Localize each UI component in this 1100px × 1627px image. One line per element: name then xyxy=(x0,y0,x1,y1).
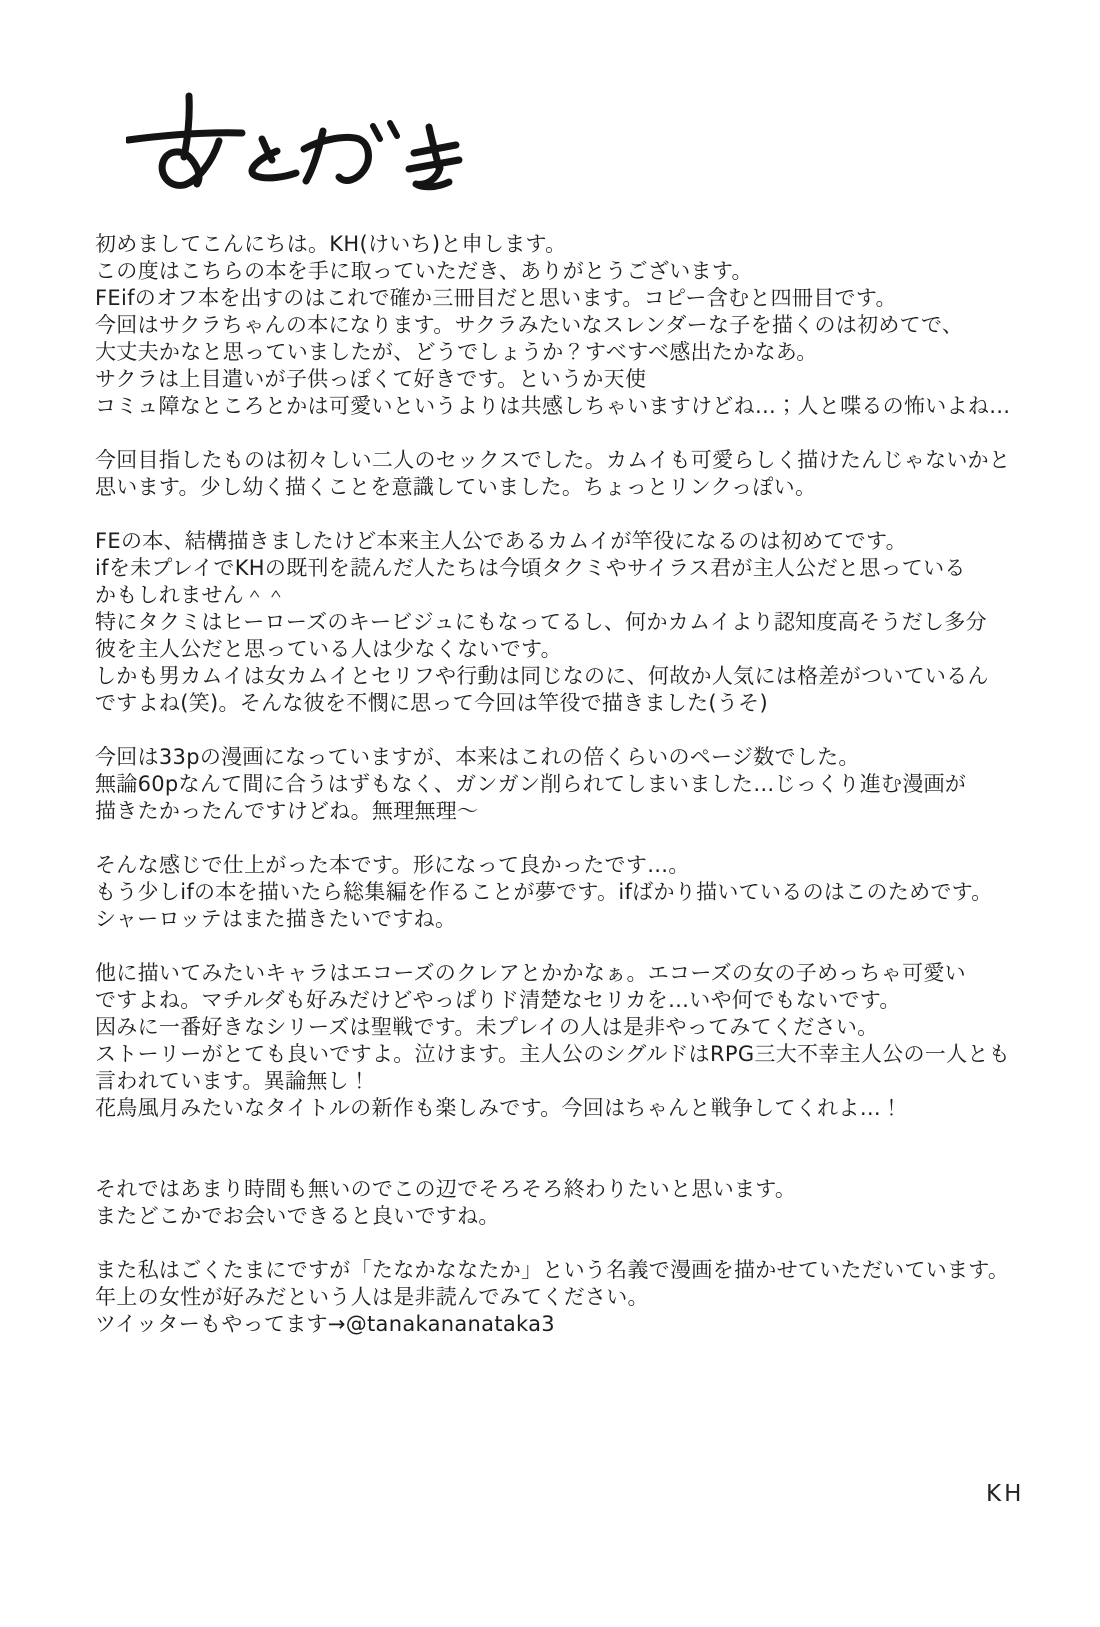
text-line: しかも男カムイは女カムイとセリフや行動は同じなのに、何故か人気には格差がついているん xyxy=(95,664,989,688)
text-line: FEの本、結構描きましたけど本来主人公であるカムイが竿役になるのは初めてです。 xyxy=(95,529,907,553)
text-line: ストーリーがとても良いですよ。泣けます。主人公のシグルドはRPG三大不幸主人公の一人とも xyxy=(95,1042,1010,1066)
text-line: 特にタクミはヒーローズのキービジュにもなってるし、何かカムイより認知度高そうだし多分 xyxy=(95,610,987,634)
text-line: ですよね(笑)。そんな彼を不憫に思って今回は竿役で描きました(うそ) xyxy=(95,691,768,715)
text-line: また私はごくたまにですが「たなかななたか」という名義で漫画を描かせていただいています。 xyxy=(95,1258,1010,1282)
text-line: またどこかでお会いできると良いですね。 xyxy=(95,1204,500,1228)
text-line: 描きたかったんですけどね。無理無理～ xyxy=(95,799,479,823)
paragraph xyxy=(95,1149,1025,1230)
text-line: 他に描いてみたいキャラはエコーズのクレアとかかなぁ。エコーズの女の子めっちゃ可愛い xyxy=(95,961,966,985)
text-line: 因みに一番好きなシリーズは聖戦です。未プレイの人は是非やってみてください。 xyxy=(95,1015,879,1039)
text-line: FEifのオフ本を出すのはこれで確か三冊目だと思います。コピー含むと四冊目です。 xyxy=(95,286,897,310)
text-line: 今回はサクラちゃんの本になります。サクラみたいなスレンダーな子を描くのは初めてで、 xyxy=(95,313,964,337)
afterword-text xyxy=(95,231,1025,1365)
text-line: 彼を主人公だと思っている人は少なくないです。 xyxy=(95,637,562,661)
text-line: かもしれません＾＾ xyxy=(95,583,287,607)
text-line: 今回は33pの漫画になっていますが、本来はこれの倍くらいのページ数でした。 xyxy=(95,745,860,769)
text-line: サクラは上目遣いが子供っぽくて好きです。というか天使 xyxy=(95,367,647,391)
text-line: ですよね。マチルダも好みだけどやっぱりド清楚なセリカを…いや何でもないです。 xyxy=(95,988,901,1012)
text-line: シャーロッテはまた描きたいですね。 xyxy=(95,907,457,931)
text-line: 花鳥風月みたいなタイトルの新作も楽しみです。今回はちゃんと戦争してくれよ…！ xyxy=(95,1096,903,1120)
text-line: 初めましてこんにちは。KH(けいち)と申します。 xyxy=(95,232,567,256)
paragraph xyxy=(95,231,1025,420)
text-line: この度はこちらの本を手に取っていただき、ありがとうございます。 xyxy=(95,259,753,283)
paragraph xyxy=(95,1257,1025,1338)
paragraph xyxy=(95,528,1025,717)
text-line: そんな感じで仕上がった本です。形になって良かったです…。 xyxy=(95,853,690,877)
text-line: それではあまり時間も無いのでこの辺でそろそろ終わりたいと思います。 xyxy=(95,1177,797,1201)
text-line: 思います。少し幼く描くことを意識していました。ちょっとリンクっぽい。 xyxy=(95,475,817,499)
text-line: 今回目指したものは初々しい二人のセックスでした。カムイも可愛らしく描けたんじゃないかと xyxy=(95,448,1011,472)
paragraph xyxy=(95,852,1025,933)
text-line: 無論60pなんて間に合うはずもなく、ガンガン削られてしまいました…じっくり進む漫画が xyxy=(95,772,967,796)
afterword-title-handwriting xyxy=(126,88,466,200)
text-line: 年上の女性が好みだという人は是非読んでみてください。 xyxy=(95,1285,649,1309)
paragraph xyxy=(95,447,1025,501)
text-line: 大丈夫かなと思っていましたが、どうでしょうか？すべすべ感出たかなあ。 xyxy=(95,340,818,364)
text-line: 言われています。異論無し！ xyxy=(95,1069,371,1093)
text-line: コミュ障なところとかは可愛いというよりは共感しちゃいますけどね…；人と喋るの怖いよね… xyxy=(95,394,1011,418)
paragraph xyxy=(95,960,1025,1122)
text-line: もう少しifの本を描いたら総集編を作ることが夢です。ifばかり描いているのはこのためです。 xyxy=(95,880,993,904)
text-line: ifを未プレイでKHの既刊を読んだ人たちは今頃タクミやサイラス君が主人公だと思っている xyxy=(95,556,966,580)
text-line: ツイッターもやってます→@tanakananataka3 xyxy=(95,1312,555,1336)
paragraph xyxy=(95,744,1025,825)
author-signature: KH xyxy=(986,1481,1025,1507)
